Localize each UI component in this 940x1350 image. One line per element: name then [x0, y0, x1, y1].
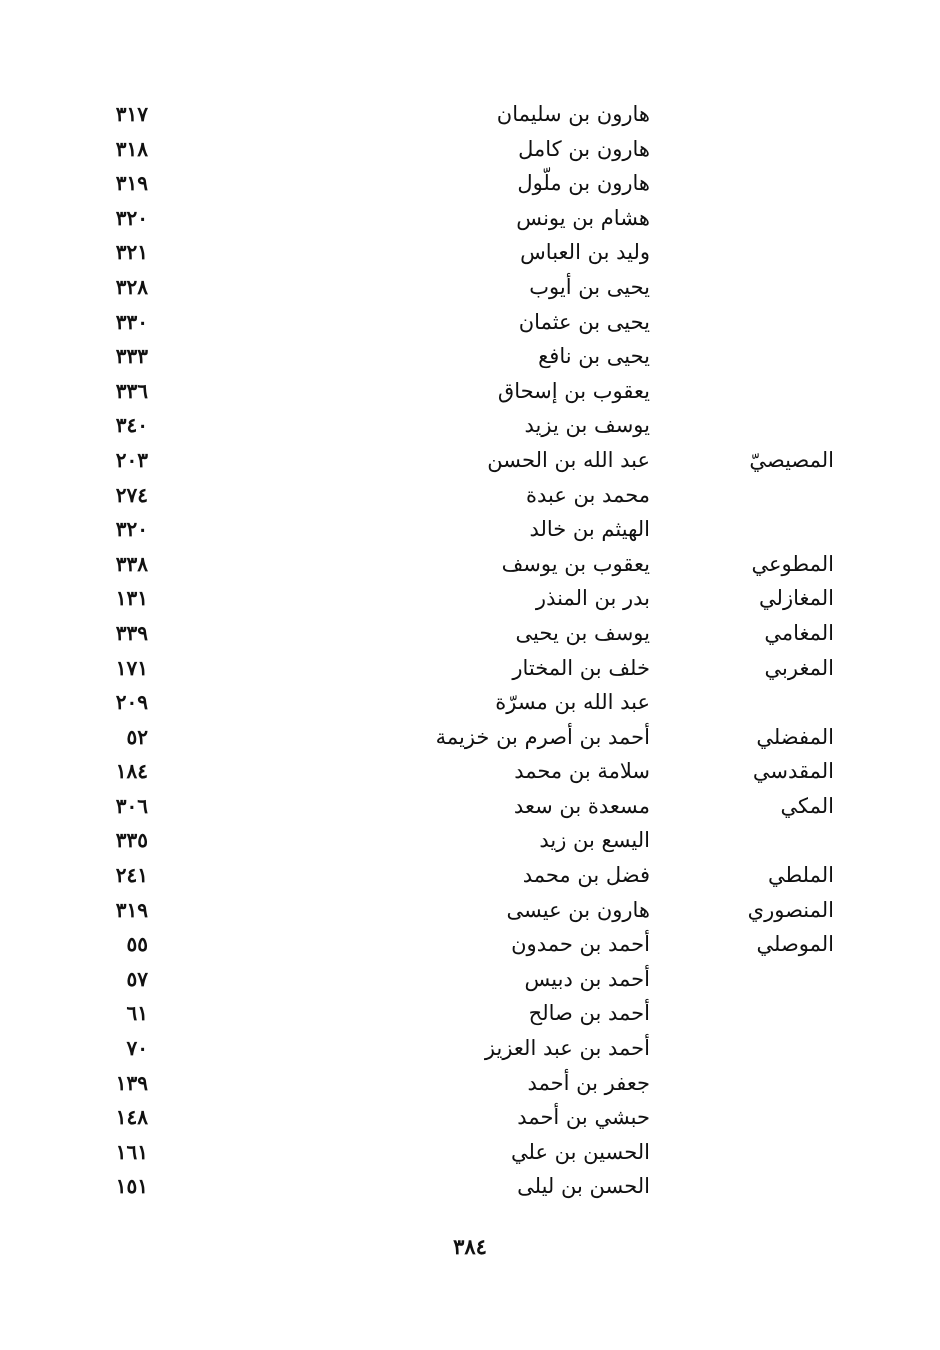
index-entry: [0, 97, 940, 132]
index-entry: [0, 1169, 940, 1204]
index-entry: [0, 1031, 940, 1066]
entry-name: الحسين بن علي: [510, 1139, 650, 1164]
index-entry: [0, 374, 940, 409]
index-entry: [0, 512, 940, 547]
index-entry: [0, 720, 940, 755]
entry-name: أحمد بن دبيس: [524, 966, 650, 991]
entry-page-number: ٣١٨: [115, 136, 148, 161]
index-entry: [0, 996, 940, 1031]
entry-nisba: المكي: [780, 793, 834, 818]
entry-name: سلامة بن محمد: [514, 759, 650, 784]
entry-page-number: ٣٣٦: [115, 378, 148, 403]
entry-page-number: ١٣٩: [115, 1070, 148, 1095]
entry-name: وليد بن العباس: [520, 240, 650, 265]
entry-name: حبشي بن أحمد: [517, 1105, 650, 1130]
entry-name: هارون بن كامل: [518, 136, 650, 161]
entry-nisba: المصيصيّ: [749, 447, 834, 472]
index-entry: [0, 547, 940, 582]
entry-name: جعفر بن أحمد: [527, 1070, 650, 1095]
entry-name: يحيى بن نافع: [538, 344, 650, 369]
entry-nisba: [694, 132, 834, 167]
entry-page-number: ٣٣٣: [115, 344, 148, 369]
entry-name: محمد بن عبدة: [525, 482, 650, 507]
index-entry: [0, 651, 940, 686]
index-entry: [0, 962, 940, 997]
entry-name: أحمد بن صالح: [528, 1001, 650, 1026]
entry-page-number: ٣١٩: [115, 897, 148, 922]
entry-nisba: [694, 996, 834, 1031]
index-entry: [0, 1100, 940, 1135]
entry-nisba: [694, 235, 834, 270]
entry-nisba: [694, 374, 834, 409]
entry-nisba: [694, 1100, 834, 1135]
entry-nisba: المفضلي: [756, 724, 834, 749]
entry-page-number: ٥٢: [126, 724, 148, 749]
index-entry: [0, 893, 940, 928]
entry-page-number: ٦١: [126, 1001, 148, 1026]
entry-nisba: [694, 270, 834, 305]
entry-nisba: المغازلي: [759, 586, 834, 611]
entry-page-number: ٣٢٠: [115, 517, 148, 542]
entry-nisba: الموصلي: [756, 932, 834, 957]
entry-name: يعقوب بن يوسف: [501, 551, 650, 576]
entry-nisba: [694, 512, 834, 547]
entry-name: فضل بن محمد: [522, 863, 650, 888]
page-number: ٣٨٤: [453, 1234, 487, 1259]
entry-page-number: ١٧١: [115, 655, 148, 680]
entry-page-number: ١٥١: [115, 1174, 148, 1199]
entry-page-number: ١٨٤: [115, 759, 148, 784]
entry-nisba: [694, 166, 834, 201]
index-entry: [0, 478, 940, 513]
entry-page-number: ١٣١: [115, 586, 148, 611]
entry-page-number: ١٦١: [115, 1139, 148, 1164]
entry-page-number: ٣١٧: [115, 102, 148, 126]
entry-name: هارون بن عيسى: [506, 897, 650, 922]
index-entry: [0, 823, 940, 858]
entry-name: مسعدة بن سعد: [513, 793, 650, 818]
entry-name: الهيثم بن خالد: [529, 517, 650, 542]
entry-name: هارون بن سليمان: [496, 102, 650, 126]
entry-page-number: ٢٤١: [115, 863, 148, 888]
entry-nisba: المنصوري: [747, 897, 834, 922]
index-entry: [0, 927, 940, 962]
entry-name: هشام بن يونس: [516, 205, 650, 230]
entry-nisba: [694, 1031, 834, 1066]
index-entry: [0, 858, 940, 893]
entry-nisba: الملطي: [767, 863, 834, 888]
index-entry: [0, 132, 940, 167]
entry-name: بدر بن المنذر: [535, 586, 650, 611]
entry-page-number: ٢٠٣: [115, 447, 148, 472]
entry-name: عبد الله بن مسرّة: [495, 690, 650, 715]
entry-name: عبد الله بن الحسن: [487, 447, 650, 472]
index-entry: [0, 305, 940, 340]
index-entry: [0, 685, 940, 720]
entry-nisba: [694, 478, 834, 513]
index-entry: [0, 166, 940, 201]
entry-nisba: المقدسي: [752, 759, 834, 784]
entry-name: اليسع بن زيد: [539, 828, 650, 853]
entry-page-number: ٢٧٤: [115, 482, 148, 507]
index-list: [0, 97, 940, 1204]
entry-page-number: ٣٢١: [115, 240, 148, 265]
entry-page-number: ٣٣٥: [115, 828, 148, 853]
entry-page-number: ٢٠٩: [115, 690, 148, 715]
entry-name: يحيى بن عثمان: [518, 309, 650, 334]
entry-nisba: [694, 685, 834, 720]
entry-nisba: [694, 201, 834, 236]
entry-name: أحمد بن أصرم بن خزيمة: [435, 724, 650, 749]
entry-nisba: المطوعي: [751, 551, 834, 576]
entry-nisba: [694, 97, 834, 132]
entry-nisba: [694, 1135, 834, 1170]
entry-page-number: ٣٢٨: [115, 274, 148, 299]
index-entry: [0, 1135, 940, 1170]
index-entry: [0, 270, 940, 305]
entry-page-number: ٣٢٠: [115, 205, 148, 230]
entry-name: خلف بن المختار: [512, 655, 650, 680]
entry-name: الحسن بن ليلى: [517, 1174, 650, 1199]
entry-nisba: [694, 823, 834, 858]
entry-name: يوسف بن يحيى: [515, 620, 650, 645]
index-entry: [0, 1066, 940, 1101]
entry-nisba: [694, 1169, 834, 1204]
entry-nisba: [694, 339, 834, 374]
entry-page-number: ١٤٨: [115, 1105, 148, 1130]
index-entry: [0, 443, 940, 478]
entry-name: يوسف بن يزيد: [524, 413, 650, 438]
entry-page-number: ٣٣٠: [115, 309, 148, 334]
index-entry: [0, 789, 940, 824]
entry-nisba: [694, 305, 834, 340]
entry-nisba: [694, 962, 834, 997]
entry-page-number: ٧٠: [126, 1036, 148, 1061]
entry-page-number: ٣٣٩: [115, 620, 148, 645]
entry-page-number: ٣٤٠: [115, 413, 148, 438]
entry-page-number: ٥٧: [126, 966, 148, 991]
entry-page-number: ٣١٩: [115, 171, 148, 196]
entry-nisba: المغربي: [764, 655, 834, 680]
entry-nisba: المغامي: [764, 620, 834, 645]
entry-name: أحمد بن حمدون: [511, 932, 650, 957]
entry-page-number: ٥٥: [126, 932, 148, 957]
entry-name: أحمد بن عبد العزيز: [484, 1036, 650, 1061]
entry-nisba: [694, 408, 834, 443]
index-entry: [0, 616, 940, 651]
entry-nisba: [694, 1066, 834, 1101]
index-entry: [0, 235, 940, 270]
index-entry: [0, 754, 940, 789]
index-entry: [0, 339, 940, 374]
index-entry: [0, 581, 940, 616]
entry-name: يحيى بن أيوب: [529, 274, 650, 299]
index-entry: [0, 408, 940, 443]
entry-name: هارون بن ملّول: [517, 171, 650, 196]
entry-page-number: ٣٠٦: [115, 793, 148, 818]
index-entry: [0, 201, 940, 236]
entry-page-number: ٣٣٨: [115, 551, 148, 576]
entry-name: يعقوب بن إسحاق: [497, 378, 650, 403]
